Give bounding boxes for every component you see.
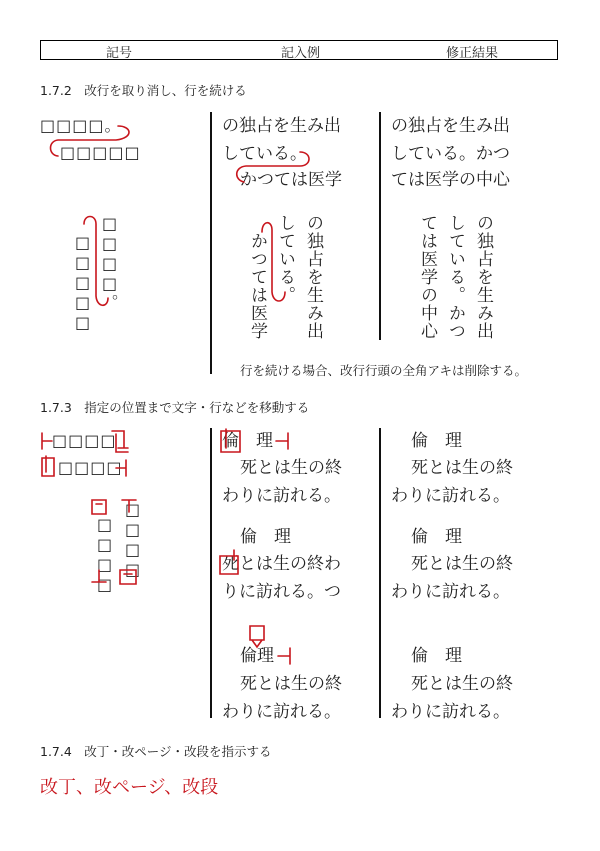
example-h-line2: している。 xyxy=(222,144,307,164)
result-v-line1: の独占を生み出 xyxy=(473,214,493,340)
section-title-174: 1.7.4 改丁・改ページ・改段を指示する xyxy=(40,744,272,759)
result-v-line3: ては医学の中心 xyxy=(417,214,437,340)
result-h-line1: の独占を生み出 xyxy=(391,116,510,136)
result-v-line2: している。かつ xyxy=(445,214,465,340)
symbol-h-line1: □□□□。 xyxy=(40,116,122,135)
move-anchor-v1-top xyxy=(92,500,106,514)
res2-line3: わりに訪れる。 xyxy=(391,582,510,602)
move-symbol-h1: □□□□ xyxy=(52,431,117,450)
divider-right-173 xyxy=(379,428,381,718)
header-table xyxy=(40,40,558,60)
ex1-line3: わりに訪れる。 xyxy=(222,486,341,506)
header-result: 修正結果 xyxy=(446,46,499,61)
res1-line2: 死とは生の終 xyxy=(411,458,513,478)
section-title-172: 1.7.2 改行を取り消し、行を続ける xyxy=(40,83,247,98)
divider-left-173 xyxy=(210,428,212,718)
header-example: 記入例 xyxy=(281,46,321,61)
move-box-ex3 xyxy=(250,626,264,647)
res1-title: 倫 理 xyxy=(411,431,462,451)
example-h-line3: かつては医学 xyxy=(240,170,342,190)
symbol-h-line2: □□□□□ xyxy=(60,143,141,162)
example-v-line3: かつては医学 xyxy=(247,232,267,340)
ex2-line3: りに訪れる。つ xyxy=(222,582,341,602)
symbol-v-line2: □□□□□ xyxy=(73,233,92,333)
divider-left-172 xyxy=(210,112,212,374)
res3-title: 倫 理 xyxy=(411,646,462,666)
example-v-line2: している。 xyxy=(275,214,295,304)
move-box-h2 xyxy=(42,456,54,476)
ex2-line2: 死とは生の終わ xyxy=(222,554,341,574)
move-symbol-v2: □□□□ xyxy=(123,500,142,580)
ex3-line3: わりに訪れる。 xyxy=(222,702,341,722)
move-symbol-h2: □□□□ xyxy=(58,458,123,477)
page-break-marks: 改丁、改ページ、改段 xyxy=(40,777,219,798)
move-symbol-v1: □□□□ xyxy=(95,515,114,595)
symbol-v-line1: □□□□。 xyxy=(100,214,119,311)
result-h-line3: ては医学の中心 xyxy=(391,170,510,190)
example-v-line1: の独占を生み出 xyxy=(303,214,323,340)
move-anchor-ex1 xyxy=(276,433,288,449)
example-h-line1: の独占を生み出 xyxy=(222,116,341,136)
note-172: 行を続ける場合、改行行頭の全角アキは削除する。 xyxy=(240,363,528,378)
res3-line3: わりに訪れる。 xyxy=(391,702,510,722)
ex3-line2: 死とは生の終 xyxy=(240,674,342,694)
ex1-line2: 死とは生の終 xyxy=(240,458,342,478)
move-anchor-h1 xyxy=(42,433,52,449)
res2-line2: 死とは生の終 xyxy=(411,554,513,574)
header-symbol: 記号 xyxy=(106,46,133,61)
res3-line2: 死とは生の終 xyxy=(411,674,513,694)
ex2-title: 倫 理 xyxy=(240,527,291,547)
section-title-173: 1.7.3 指定の位置まで文字・行などを移動する xyxy=(40,400,310,415)
res1-line3: わりに訪れる。 xyxy=(391,486,510,506)
ex3-title: 倫理 xyxy=(240,646,274,666)
result-h-line2: している。かつ xyxy=(391,144,510,164)
ex1-title: 倫 理 xyxy=(222,431,273,451)
move-anchor-ex3 xyxy=(278,648,290,664)
res2-title: 倫 理 xyxy=(411,527,462,547)
divider-right-172 xyxy=(379,112,381,340)
